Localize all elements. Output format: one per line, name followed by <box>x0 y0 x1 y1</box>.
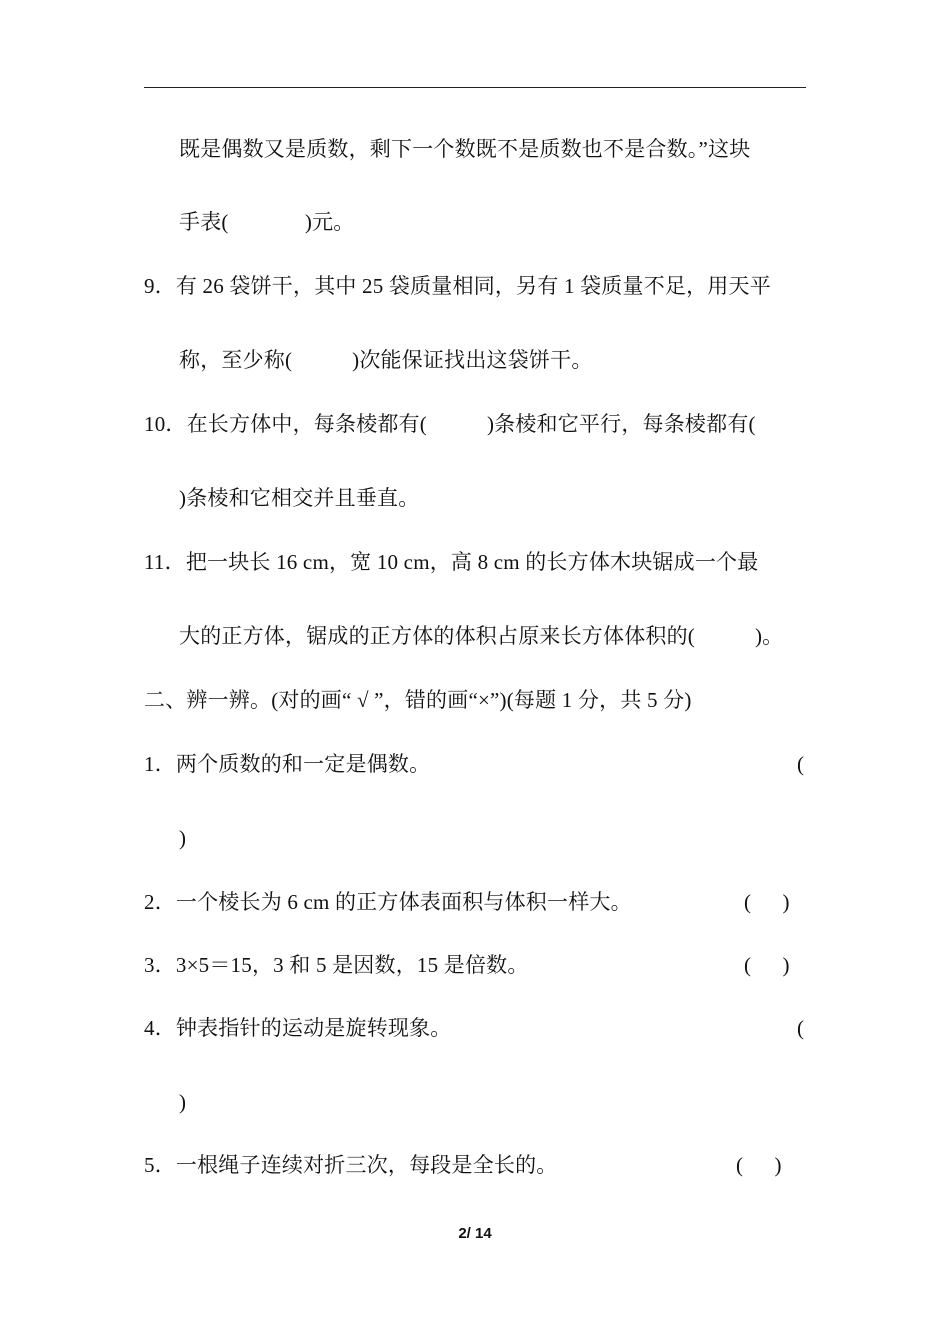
judge-item-4: 4．钟表指针的运动是旋转现象。 <box>144 1016 452 1040</box>
section-2-heading: 二、辨一辨。(对的画“ √ ”，错的画“×”)(每题 1 分，共 5 分) <box>144 688 692 712</box>
question-8-line-2: 手表( )元。 <box>179 210 355 234</box>
question-9-line-1: 9．有 26 袋饼干，其中 25 袋质量相同，另有 1 袋质量不足，用天平 <box>144 274 771 298</box>
header-rule <box>144 87 806 88</box>
page-number: 2/ 14 <box>458 1225 492 1242</box>
judge-item-5: 5．一根绳子连续对折三次，每段是全长的。 <box>144 1153 558 1177</box>
question-10-line-1: 10．在长方体中，每条棱都有( )条棱和它平行，每条棱都有( <box>144 412 756 436</box>
judge-item-4-paren-open: ( <box>797 1016 804 1040</box>
judge-item-1-paren-close: ) <box>179 826 186 850</box>
judge-item-1-paren-open: ( <box>797 752 804 776</box>
judge-item-2: 2．一个棱长为 6 cm 的正方体表面积与体积一样大。 <box>144 890 632 914</box>
judge-item-2-answer-paren: ( ) <box>744 890 790 914</box>
judge-item-4-paren-close: ) <box>179 1090 186 1114</box>
question-10-line-2: )条棱和它相交并且垂直。 <box>179 486 420 510</box>
question-8-line-1: 既是偶数又是质数，剩下一个数既不是质数也不是合数。”这块 <box>179 137 751 161</box>
question-11-line-1: 11．把一块长 16 cm，宽 10 cm，高 8 cm 的长方体木块锯成一个最 <box>144 550 759 574</box>
question-11-line-2: 大的正方体，锯成的正方体的体积占原来长方体体积的( )。 <box>179 624 784 648</box>
judge-item-1: 1．两个质数的和一定是偶数。 <box>144 752 431 776</box>
judge-item-5-answer-paren: ( ) <box>736 1153 782 1177</box>
judge-item-3-answer-paren: ( ) <box>744 953 790 977</box>
judge-item-3: 3．3×5＝15，3 和 5 是因数，15 是倍数。 <box>144 953 529 977</box>
question-9-line-2: 称，至少称( )次能保证找出这袋饼干。 <box>179 348 593 372</box>
